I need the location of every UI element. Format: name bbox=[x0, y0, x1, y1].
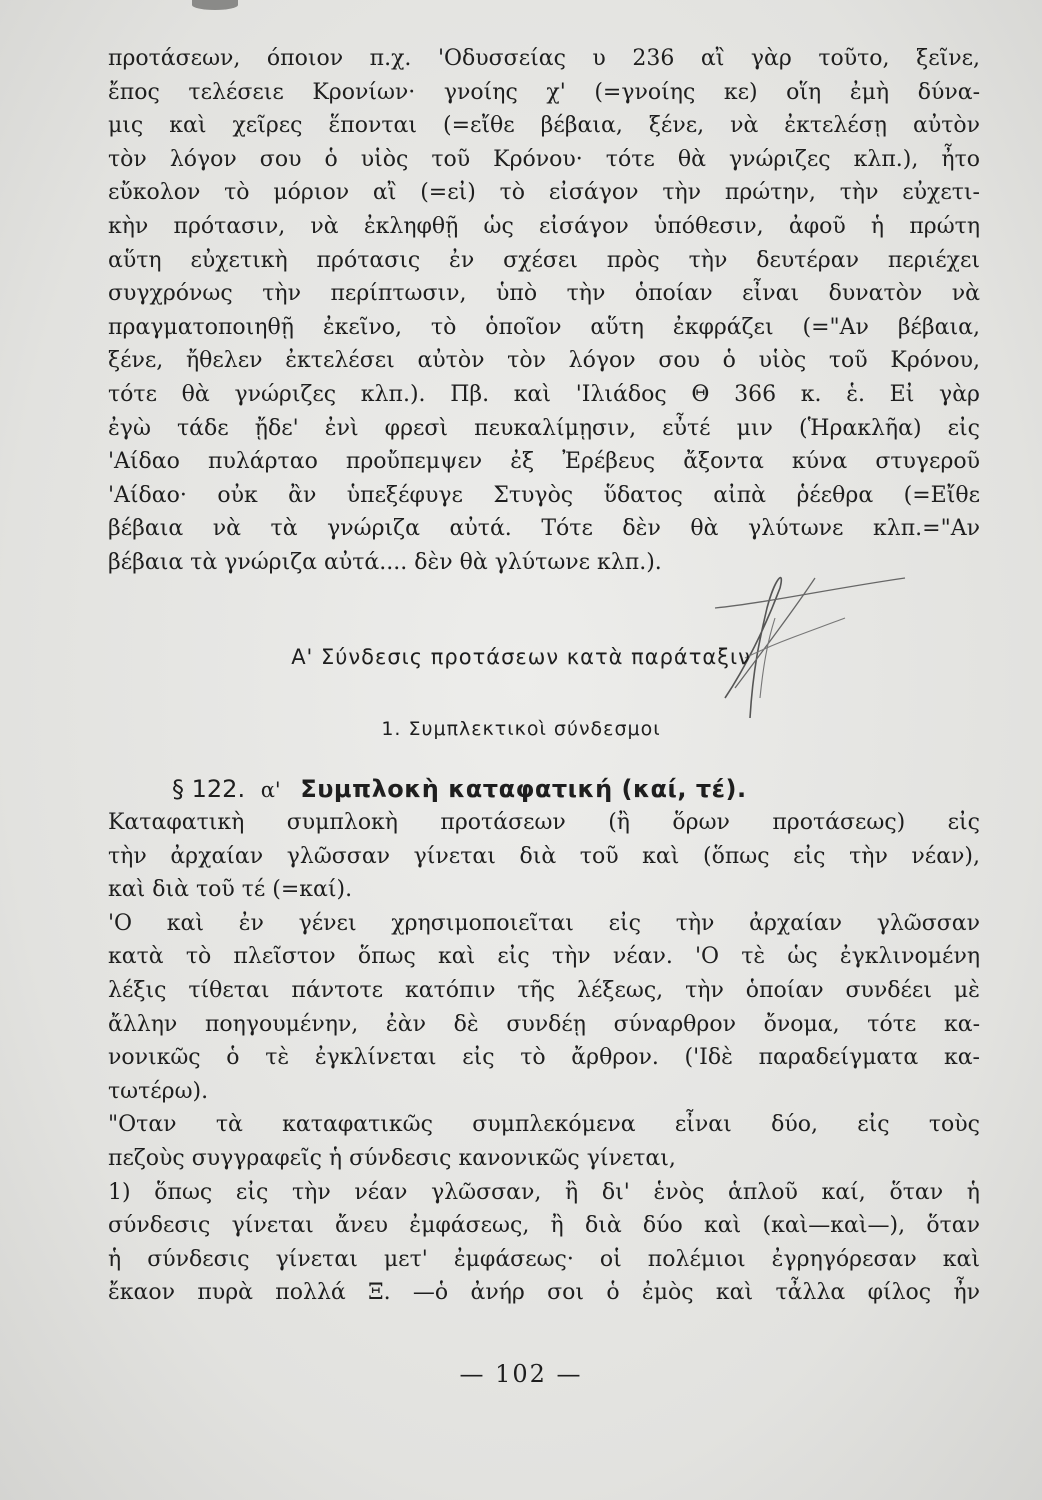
text-line: σύνδεσις γίνεται ἄνευ ἐμφάσεως, ἢ διὰ δύο καὶ (καὶ—καὶ—), ὅταν bbox=[108, 1213, 980, 1239]
text-line: 'Αίδαο· οὐκ ἂν ὑπεξέφυγε Στυγὸς ὕδατος αἰπὰ ῥέεθρα (=Εἴθε bbox=[108, 482, 980, 508]
text-line: μις καὶ χεῖρες ἕπονται (=εἴθε βέβαια, ξένε, νὰ ἐκτελέσῃ αὐτὸν bbox=[108, 113, 980, 139]
text-line: ἔπος τελέσειε Κρονίων· γνοίης χ' (=γνοίης κε) οἵη ἐμὴ δύνα- bbox=[108, 79, 980, 105]
body-paragraphs bbox=[108, 806, 980, 1310]
page-number: — 102 — bbox=[459, 1360, 583, 1388]
text-line: κατὰ τὸ πλεῖστον ὅπως καὶ εἰς τὴν νέαν. 'Ο τὲ ὡς ἐγκλινομένη bbox=[108, 944, 980, 970]
section-heading-text: Συμπλοκὴ καταφατική (καί, τέ). bbox=[300, 775, 747, 803]
text-line: τὸν λόγον σου ὁ υἱὸς τοῦ Κρόνου· τότε θὰ γνώριζες κλπ.), ἦτο bbox=[108, 146, 980, 172]
text-line: "Οταν τὰ καταφατικῶς συμπλεκόμενα εἶναι δύο, εἰς τοὺς bbox=[108, 1112, 980, 1138]
subsection-heading: 1. Συμπλεκτικοὶ σύνδεσμοι bbox=[381, 718, 661, 740]
top-paragraph bbox=[108, 42, 980, 580]
text-line: ξένε, ἤθελεν ἐκτελέσει αὐτὸν τὸν λόγον σου ὁ υἱὸς τοῦ Κρόνου, bbox=[108, 348, 980, 374]
text-line: ἔκαον πυρὰ πολλά Ξ. —ὁ ἀνήρ σοι ὁ ἐμὸς καὶ τἆλλα φίλος ἦν bbox=[108, 1280, 980, 1306]
top-edge-mark bbox=[192, 0, 238, 10]
text-line: βέβαια νὰ τὰ γνώριζα αὐτά. Τότε δὲν θὰ γλύτωνε κλπ.="Αν bbox=[108, 516, 980, 542]
text-line: βέβαια τὰ γνώριζα αὐτά.... δὲν θὰ γλύτωνε κλπ.). bbox=[108, 549, 662, 575]
text-line: ἄλλην ποηγουμένην, ἐὰν δὲ συνδέῃ σύναρθρον ὄνομα, τότε κα- bbox=[108, 1011, 980, 1037]
text-line: προτάσεων, όποιον π.χ. 'Οδυσσείας υ 236 αἲ γὰρ τοῦτο, ξεῖνε, bbox=[108, 46, 980, 71]
text-line: συγχρόνως τὴν περίπτωσιν, ὑπὸ τὴν ὁποίαν εἶναι δυνατὸν νὰ bbox=[108, 281, 980, 307]
text-line: κὴν πρότασιν, νὰ ἐκληφθῇ ὡς εἰσάγον ὑπόθεσιν, ἀφοῦ ἡ πρώτη bbox=[108, 213, 980, 239]
section-number: § 122. bbox=[172, 775, 246, 803]
text-line: 1) ὅπως εἰς τὴν νέαν γλῶσσαν, ἢ δι' ἑνὸς ἁπλοῦ καί, ὅταν ἡ bbox=[108, 1179, 980, 1205]
text-line: πραγματοποιηθῇ ἐκεῖνο, τὸ ὁποῖον αὕτη ἐκφράζει (="Αν βέβαια, bbox=[108, 314, 980, 340]
handwritten-signature-mark bbox=[705, 548, 925, 728]
text-line: αὕτη εὐχετικὴ πρότασις ἐν σχέσει πρὸς τὴν δευτέραν περιέχει bbox=[108, 247, 980, 273]
text-line: πεζοὺς συγγραφεῖς ἡ σύνδεσις κανονικῶς γίνεται, bbox=[108, 1145, 676, 1171]
text-line: ἡ σύνδεσις γίνεται μετ' ἐμφάσεως· οἱ πολέμιοι ἐγρηγόρεσαν καὶ bbox=[108, 1246, 980, 1272]
chapter-heading: Α' Σύνδεσις προτάσεων κατὰ παράταξιν bbox=[291, 645, 751, 669]
text-line: Καταφατικὴ συμπλοκὴ προτάσεων (ἢ ὅρων προτάσεως) εἰς bbox=[108, 810, 980, 835]
text-line: καὶ διὰ τοῦ τέ (=καί). bbox=[108, 877, 353, 903]
text-line: τὴν ἀρχαίαν γλῶσσαν γίνεται διὰ τοῦ καὶ (ὅπως εἰς τὴν νέαν), bbox=[108, 843, 980, 869]
text-line: λέξις τίθεται πάντοτε κατόπιν τῆς λέξεως, τὴν ὁποίαν συνδέει μὲ bbox=[108, 977, 980, 1003]
text-line: τότε θὰ γνώριζες κλπ.). Πβ. καὶ 'Ιλιάδος Θ 366 κ. ἑ. Εἰ γὰρ bbox=[108, 381, 980, 407]
text-line: 'Αίδαο πυλάρταο προὔπεμψεν ἐξ Ἐρέβευς ἄξοντα κύνα στυγεροῦ bbox=[108, 449, 980, 475]
text-line: ἐγὼ τάδε ᾔδε' ἐνὶ φρεσὶ πευκαλίμῃσιν, εὖτέ μιν (Ἡρακλῆα) εἰς bbox=[108, 415, 980, 441]
text-line: εὔκολον τὸ μόριον αἲ (=εἰ) τὸ εἰσάγον τὴν πρώτην, τὴν εὐχετι- bbox=[108, 180, 980, 206]
text-line: 'Ο καὶ ἐν γένει χρησιμοποιεῖται εἰς τὴν ἀρχαίαν γλῶσσαν bbox=[108, 910, 980, 936]
section-title bbox=[172, 775, 747, 803]
section-letter: α' bbox=[260, 778, 281, 802]
text-line: τωτέρω). bbox=[108, 1078, 209, 1104]
text-line: νονικῶς ὁ τὲ ἐγκλίνεται εἰς τὸ ἄρθρον. ('Ιδὲ παραδείγματα κα- bbox=[108, 1045, 980, 1071]
